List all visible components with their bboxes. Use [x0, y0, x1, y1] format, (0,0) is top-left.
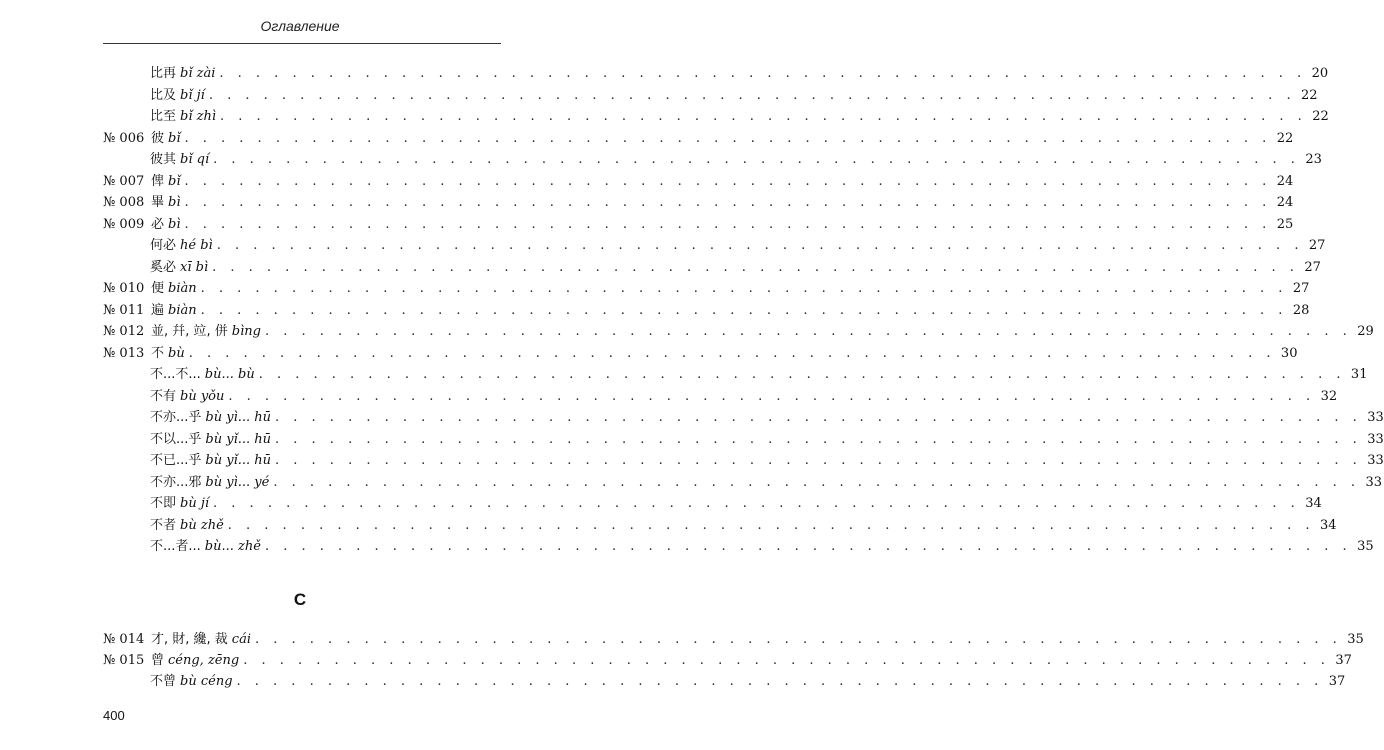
entry-pinyin: biàn	[168, 302, 197, 318]
entry-page: 33	[1367, 410, 1384, 425]
toc-entry	[103, 191, 1294, 212]
entry-number: № 014	[103, 632, 145, 647]
dot-leader: . . . . . . . . . . . . . . . . . . . . . . . . . . . . . . . . . . . . . . . . . . . . . . . . . . . . . . . . . . . .	[184, 195, 1272, 210]
dot-leader: . . . . . . . . . . . . . . . . . . . . . . . . . . . . . . . . . . . . . . . . . . . . . . . . . . . . . . . . . . . .	[258, 367, 1346, 382]
entry-pinyin: bù céng	[180, 674, 233, 689]
entry-page: 35	[1357, 539, 1374, 554]
dot-leader: . . . . . . . . . . . . . . . . . . . . . . . . . . . . . . . . . . . . . . . . . . . . . . . . . . . . . . . . . . . .	[213, 496, 1300, 511]
entry-pinyin: bǐ	[168, 173, 181, 189]
dot-leader: . . . . . . . . . . . . . . . . . . . . . . . . . . . . . . . . . . . . . . . . . . . . . . . . . . . . . . . . . . . .	[200, 281, 1288, 296]
running-header: Оглавление	[260, 18, 340, 34]
toc-entry	[150, 535, 1374, 556]
entry-pinyin: hé bì	[180, 238, 213, 253]
entry-hanzi: 畢	[151, 195, 165, 210]
dot-leader: . . . . . . . . . . . . . . . . . . . . . . . . . . . . . . . . . . . . . . . . . . . . . . . . . . . . . . . . . . . .	[188, 345, 1276, 361]
entry-pinyin: bù yǒu	[180, 388, 225, 404]
entry-pinyin: bù zhě	[180, 517, 224, 533]
dot-leader: . . . . . . . . . . . . . . . . . . . . . . . . . . . . . . . . . . . . . . . . . . . . . . . . . . . . . . . . . . . .	[255, 632, 1342, 647]
entry-page: 33	[1367, 453, 1384, 468]
entry-number: № 006	[103, 130, 145, 146]
entry-hanzi: 奚必	[150, 259, 177, 275]
header-divider	[103, 43, 501, 44]
entry-number: № 010	[103, 281, 145, 296]
toc-entry	[103, 277, 1310, 298]
entry-page: 34	[1319, 517, 1337, 533]
toc-entry	[103, 342, 1298, 363]
toc-entry	[103, 649, 1352, 670]
entry-hanzi: 不即	[150, 496, 177, 511]
entry-page: 23	[1305, 152, 1322, 167]
entry-pinyin: bǐ zài	[180, 66, 216, 81]
toc-entry	[150, 256, 1321, 277]
toc-entry	[150, 385, 1338, 406]
dot-leader: . . . . . . . . . . . . . . . . . . . . . . . . . . . . . . . . . . . . . . . . . . . . . . . . . . . . . . . . . . . .	[227, 517, 1315, 533]
entry-page: 33	[1367, 431, 1384, 447]
entry-page: 27	[1304, 259, 1321, 275]
entry-hanzi: 便	[151, 281, 165, 296]
entry-pinyin: bì	[168, 195, 181, 210]
entry-page: 33	[1365, 474, 1383, 490]
dot-leader: . . . . . . . . . . . . . . . . . . . . . . . . . . . . . . . . . . . . . . . . . . . . . . . . . . . . . . . . . . . .	[213, 152, 1300, 167]
entry-pinyin: bù yǐ... hū	[205, 453, 272, 468]
entry-hanzi: 不...者...	[150, 539, 201, 554]
dot-leader: . . . . . . . . . . . . . . . . . . . . . . . . . . . . . . . . . . . . . . . . . . . . . . . . . . . . . . . . . . . .	[275, 410, 1362, 425]
entry-hanzi: 比及	[150, 87, 177, 103]
entry-hanzi: 必	[151, 216, 165, 232]
dot-leader: . . . . . . . . . . . . . . . . . . . . . . . . . . . . . . . . . . . . . . . . . . . . . . . . . . . . . . . . . . . .	[275, 453, 1362, 468]
entry-number: № 009	[103, 216, 145, 232]
entry-hanzi: 不...不...	[150, 367, 201, 382]
toc-entry	[103, 299, 1310, 320]
dot-leader: . . . . . . . . . . . . . . . . . . . . . . . . . . . . . . . . . . . . . . . . . . . . . . . . . . . . . . . . . . . .	[216, 238, 1304, 253]
entry-number: № 013	[103, 345, 145, 361]
entry-hanzi: 並, 幷, 竝, 併	[151, 324, 228, 339]
toc-entry	[150, 234, 1326, 255]
entry-page: 27	[1308, 238, 1326, 253]
entry-page: 22	[1312, 109, 1329, 124]
entry-page: 32	[1320, 388, 1338, 404]
entry-pinyin: bù... zhě	[204, 539, 261, 554]
entry-page: 34	[1305, 496, 1322, 511]
entry-hanzi: 比再	[150, 66, 177, 81]
entry-pinyin: bù jí	[180, 496, 210, 511]
entry-number: № 011	[103, 302, 145, 318]
dot-leader: . . . . . . . . . . . . . . . . . . . . . . . . . . . . . . . . . . . . . . . . . . . . . . . . . . . . . . . . . . . .	[208, 87, 1296, 103]
entry-page: 20	[1311, 66, 1329, 81]
toc-entry	[103, 213, 1294, 234]
entry-pinyin: bǐ	[168, 130, 181, 146]
entry-hanzi: 彼	[151, 130, 165, 146]
entry-pinyin: biàn	[168, 281, 197, 296]
entry-pinyin: bìng	[231, 324, 261, 339]
dot-leader: . . . . . . . . . . . . . . . . . . . . . . . . . . . . . . . . . . . . . . . . . . . . . . . . . . . . . . . . . . . .	[220, 109, 1307, 124]
toc-entry	[150, 492, 1322, 513]
dot-leader: . . . . . . . . . . . . . . . . . . . . . . . . . . . . . . . . . . . . . . . . . . . . . . . . . . . . . . . . . . . .	[273, 474, 1361, 490]
section-letter: C	[293, 590, 307, 609]
dot-leader: . . . . . . . . . . . . . . . . . . . . . . . . . . . . . . . . . . . . . . . . . . . . . . . . . . . . . . . . . . . .	[236, 674, 1324, 689]
toc-entry	[150, 670, 1346, 691]
entry-hanzi: 不者	[150, 517, 177, 533]
entry-hanzi: 何必	[150, 238, 177, 253]
entry-page: 37	[1335, 653, 1352, 668]
dot-leader: . . . . . . . . . . . . . . . . . . . . . . . . . . . . . . . . . . . . . . . . . . . . . . . . . . . . . . . . . . . .	[264, 324, 1352, 339]
entry-hanzi: 曾	[151, 653, 165, 668]
entry-hanzi: 不有	[150, 388, 177, 404]
entry-hanzi: 不曾	[150, 674, 177, 689]
toc-entry	[103, 170, 1294, 191]
entry-page: 30	[1280, 345, 1298, 361]
entry-hanzi: 遍	[151, 302, 165, 318]
entry-pinyin: bì	[168, 216, 181, 232]
entry-hanzi: 比至	[150, 109, 177, 124]
entry-hanzi: 不亦...邪	[150, 474, 202, 490]
entry-hanzi: 不已...乎	[150, 453, 202, 468]
entry-number: № 008	[103, 195, 145, 210]
entry-page: 35	[1347, 632, 1364, 647]
entry-page: 22	[1301, 87, 1318, 103]
entry-pinyin: cái	[231, 632, 251, 647]
entry-page: 25	[1276, 216, 1294, 232]
entry-hanzi: 不以...乎	[150, 431, 202, 447]
toc-entry	[150, 105, 1329, 126]
dot-leader: . . . . . . . . . . . . . . . . . . . . . . . . . . . . . . . . . . . . . . . . . . . . . . . . . . . . . . . . . . . .	[212, 259, 1299, 275]
entry-number: № 015	[103, 653, 145, 668]
entry-pinyin: bù	[168, 345, 185, 361]
entry-page: 37	[1328, 674, 1346, 689]
entry-hanzi: 俾	[151, 173, 165, 189]
entry-page: 29	[1357, 324, 1374, 339]
entry-pinyin: bǐ zhì	[180, 109, 217, 124]
entry-pinyin: bù yì... yé	[205, 474, 270, 490]
dot-leader: . . . . . . . . . . . . . . . . . . . . . . . . . . . . . . . . . . . . . . . . . . . . . . . . . . . . . . . . . . . .	[243, 653, 1330, 668]
dot-leader: . . . . . . . . . . . . . . . . . . . . . . . . . . . . . . . . . . . . . . . . . . . . . . . . . . . . . . . . . . . .	[184, 216, 1272, 232]
toc-entry	[103, 628, 1364, 649]
entry-hanzi: 彼其	[150, 152, 177, 167]
entry-pinyin: céng, zēng	[168, 653, 240, 668]
entry-hanzi: 不	[151, 345, 165, 361]
entry-pinyin: bù... bù	[204, 367, 255, 382]
dot-leader: . . . . . . . . . . . . . . . . . . . . . . . . . . . . . . . . . . . . . . . . . . . . . . . . . . . . . . . . . . . .	[264, 539, 1352, 554]
dot-leader: . . . . . . . . . . . . . . . . . . . . . . . . . . . . . . . . . . . . . . . . . . . . . . . . . . . . . . . . . . . .	[184, 130, 1272, 146]
toc-entry	[150, 363, 1368, 384]
toc-entry	[150, 406, 1384, 427]
entry-pinyin: bù yǐ... hū	[205, 431, 272, 447]
entry-page: 24	[1276, 173, 1294, 189]
entry-pinyin: xī bì	[180, 259, 209, 275]
entry-hanzi: 才, 財, 纔, 裁	[151, 632, 228, 647]
entry-page: 27	[1292, 281, 1310, 296]
toc-entry	[150, 471, 1383, 492]
toc-entry	[150, 428, 1384, 449]
entry-number: № 012	[103, 324, 145, 339]
dot-leader: . . . . . . . . . . . . . . . . . . . . . . . . . . . . . . . . . . . . . . . . . . . . . . . . . . . . . . . . . . . .	[219, 66, 1307, 81]
entry-pinyin: bù yì... hū	[205, 410, 272, 425]
toc-entry	[150, 84, 1318, 105]
entry-pinyin: bǐ jí	[180, 87, 205, 103]
dot-leader: . . . . . . . . . . . . . . . . . . . . . . . . . . . . . . . . . . . . . . . . . . . . . . . . . . . . . . . . . . . .	[275, 431, 1362, 447]
toc-entry	[103, 127, 1294, 148]
toc-entry	[150, 514, 1337, 535]
entry-page: 28	[1292, 302, 1310, 318]
dot-leader: . . . . . . . . . . . . . . . . . . . . . . . . . . . . . . . . . . . . . . . . . . . . . . . . . . . . . . . . . . . .	[184, 173, 1272, 189]
page-number: 400	[103, 708, 125, 723]
entry-hanzi: 不亦...乎	[150, 410, 202, 425]
dot-leader: . . . . . . . . . . . . . . . . . . . . . . . . . . . . . . . . . . . . . . . . . . . . . . . . . . . . . . . . . . . .	[200, 302, 1288, 318]
toc-entry	[103, 320, 1374, 341]
dot-leader: . . . . . . . . . . . . . . . . . . . . . . . . . . . . . . . . . . . . . . . . . . . . . . . . . . . . . . . . . . . .	[228, 388, 1316, 404]
toc-entry	[150, 62, 1329, 83]
entry-page: 22	[1276, 130, 1294, 146]
entry-page: 24	[1276, 195, 1294, 210]
toc-entry	[150, 449, 1384, 470]
entry-pinyin: bǐ qí	[180, 152, 210, 167]
toc-entry	[150, 148, 1322, 169]
entry-page: 31	[1350, 367, 1368, 382]
entry-number: № 007	[103, 173, 145, 189]
